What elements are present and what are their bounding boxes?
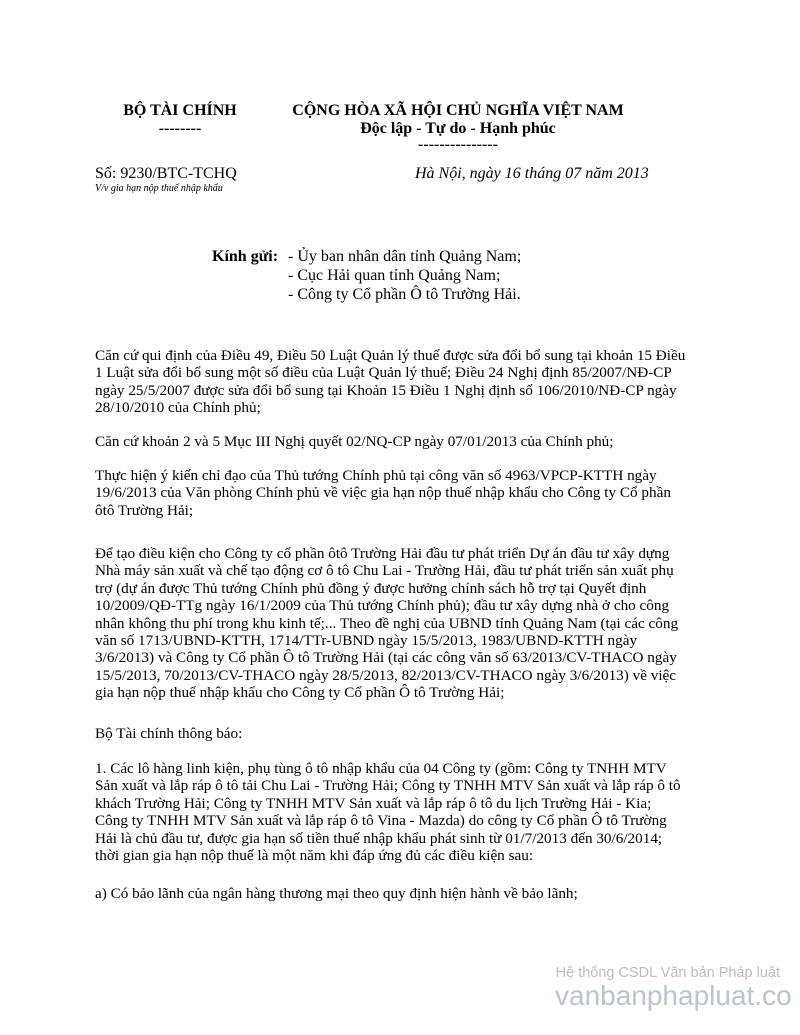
text-line: thời gian gia hạn nộp thuế là một năm khi đáp ứng đủ các điều kiện sau: xyxy=(95,847,534,865)
recipients-label: Kính gửi: xyxy=(212,248,279,265)
paragraph-legal-basis-1 xyxy=(95,347,685,417)
paragraph-announcement xyxy=(95,725,242,742)
text-line: Công ty TNHH MTV Sản xuất và lắp ráp ô tô Vina - Mazda) do công ty Cổ phần Ô tô Trường xyxy=(95,812,667,830)
text-line: Căn cứ qui định của Điều 49, Điều 50 Luật Quản lý thuế được sửa đổi bổ sung tại khoản 15 Điều xyxy=(95,347,686,364)
text-line: Để tạo điều kiện cho Công ty cổ phần ôtô Trường Hải đầu tư phát triển Dự án đầu tư xây dựng xyxy=(95,545,670,562)
document-number: Số: 9230/BTC-TCHQ xyxy=(95,165,237,182)
recipient-item: - Công ty Cổ phần Ô tô Trường Hải. xyxy=(288,286,521,303)
ministry-name: BỘ TÀI CHÍNH xyxy=(123,102,237,119)
place-date: Hà Nội, ngày 16 tháng 07 năm 2013 xyxy=(415,165,649,182)
watermark-site-link[interactable]: vanbanphapluat.co xyxy=(555,980,792,1011)
recipient-item: - Ủy ban nhân dân tỉnh Quảng Nam; xyxy=(288,248,522,265)
text-line: Thực hiện ý kiến chỉ đạo của Thủ tướng Chính phủ tại công văn số 4963/VPCP-KTTH ngày xyxy=(95,467,657,484)
text-line: ngày 25/5/2007 được sửa đổi bổ sung tại Khoản 15 Điều 1 Nghị định số 106/2010/NĐ-CP ngày xyxy=(95,381,677,399)
text-line: 1. Các lô hàng linh kiện, phụ tùng ô tô nhập khẩu của 04 Công ty (gồm: Công ty TNHH MTV xyxy=(95,760,667,777)
country-name: CỘNG HÒA XÃ HỘI CHỦ NGHĨA VIỆT NAM xyxy=(292,102,624,119)
text-line: gia hạn nộp thuế nhập khẩu cho Công ty Cổ phần Ô tô Trường Hải; xyxy=(95,684,505,702)
text-line: a) Có bảo lãnh của ngân hàng thương mại theo quy định hiện hành về bảo lãnh; xyxy=(95,885,578,902)
text-line: Nhà máy sản xuất và chế tạo động cơ ô tô Chu Lai - Trường Hải, đầu tư phát triển sản xuất phụ xyxy=(95,562,674,580)
text-line: ôtô Trường Hải; xyxy=(95,501,194,519)
text-line: 15/5/2013, 70/2013/CV-THACO ngày 28/5/2013, 82/2013/CV-THACO ngày 3/6/2013) về việc xyxy=(95,666,677,684)
text-line: văn số 1713/UBND-KTTH, 1714/TTr-UBND ngày 15/5/2013, 1983/UBND-KTTH ngày xyxy=(95,632,638,650)
text-line: trợ (dự án được Thủ tướng Chính phủ đồng ý được hưởng chính sách hỗ trợ tại Quyết định xyxy=(95,579,647,597)
paragraph-condition-a xyxy=(95,885,578,902)
text-line: Căn cứ khoản 2 và 5 Mục III Nghị quyết 02/NQ-CP ngày 07/01/2013 của Chính phủ; xyxy=(95,433,614,450)
motto-rule: --------------- xyxy=(418,136,498,153)
text-line: Bộ Tài chính thông báo: xyxy=(95,725,243,742)
text-line: 1 Luật sửa đổi bổ sung một số điều của Luật Quản lý thuế; Điều 24 Nghị định 85/2007/NĐ-CP xyxy=(95,364,672,382)
paragraph-directive xyxy=(95,467,671,519)
text-line: khách Trường Hải; Công ty TNHH MTV Sản xuất và lắp ráp ô tô du lịch Trường Hải - Kia; xyxy=(95,794,652,812)
watermark-caption: Hệ thống CSDL Văn bản Pháp luật xyxy=(555,965,780,981)
paragraph-legal-basis-2 xyxy=(95,433,614,450)
paragraph-item-1 xyxy=(95,760,681,864)
ministry-rule: -------- xyxy=(158,120,202,137)
recipient-item: - Cục Hải quan tỉnh Quảng Nam; xyxy=(288,267,501,284)
text-line: 10/2009/QĐ-TTg ngày 16/1/2009 của Thủ tướng Chính phủ); đầu tư xây dựng nhà ở cho công xyxy=(95,597,670,615)
text-line: 3/6/2013) và Công ty Cổ phần Ô tô Trường Hải (tại các công văn số 63/2013/CV-THACO ngày xyxy=(95,649,677,667)
text-line: nhân không thu phí trong khu kinh tế;... Theo đề nghị của UBND tỉnh Quảng Nam (tại các công xyxy=(95,614,679,632)
text-line: 19/6/2013 của Văn phòng Chính phủ về việc gia hạn nộp thuế nhập khẩu cho Công ty Cổ phần xyxy=(95,484,671,502)
text-line: Sản xuất và lắp ráp ô tô tải Chu Lai - Trường Hải; Công ty TNHH MTV Sản xuất và lắp ráp ô tô xyxy=(95,777,681,795)
paragraph-purpose xyxy=(95,545,678,702)
national-motto: Độc lập - Tự do - Hạnh phúc xyxy=(360,120,556,137)
text-line: Hải là chủ đầu tư, được gia hạn số tiền thuế nhập khẩu phát sinh từ 01/7/2013 đến 30/6/2014; xyxy=(95,829,663,847)
document-subject: V/v gia hạn nộp thuế nhập khẩu xyxy=(95,183,223,194)
text-line: 28/10/2010 của Chính phủ; xyxy=(95,399,261,417)
